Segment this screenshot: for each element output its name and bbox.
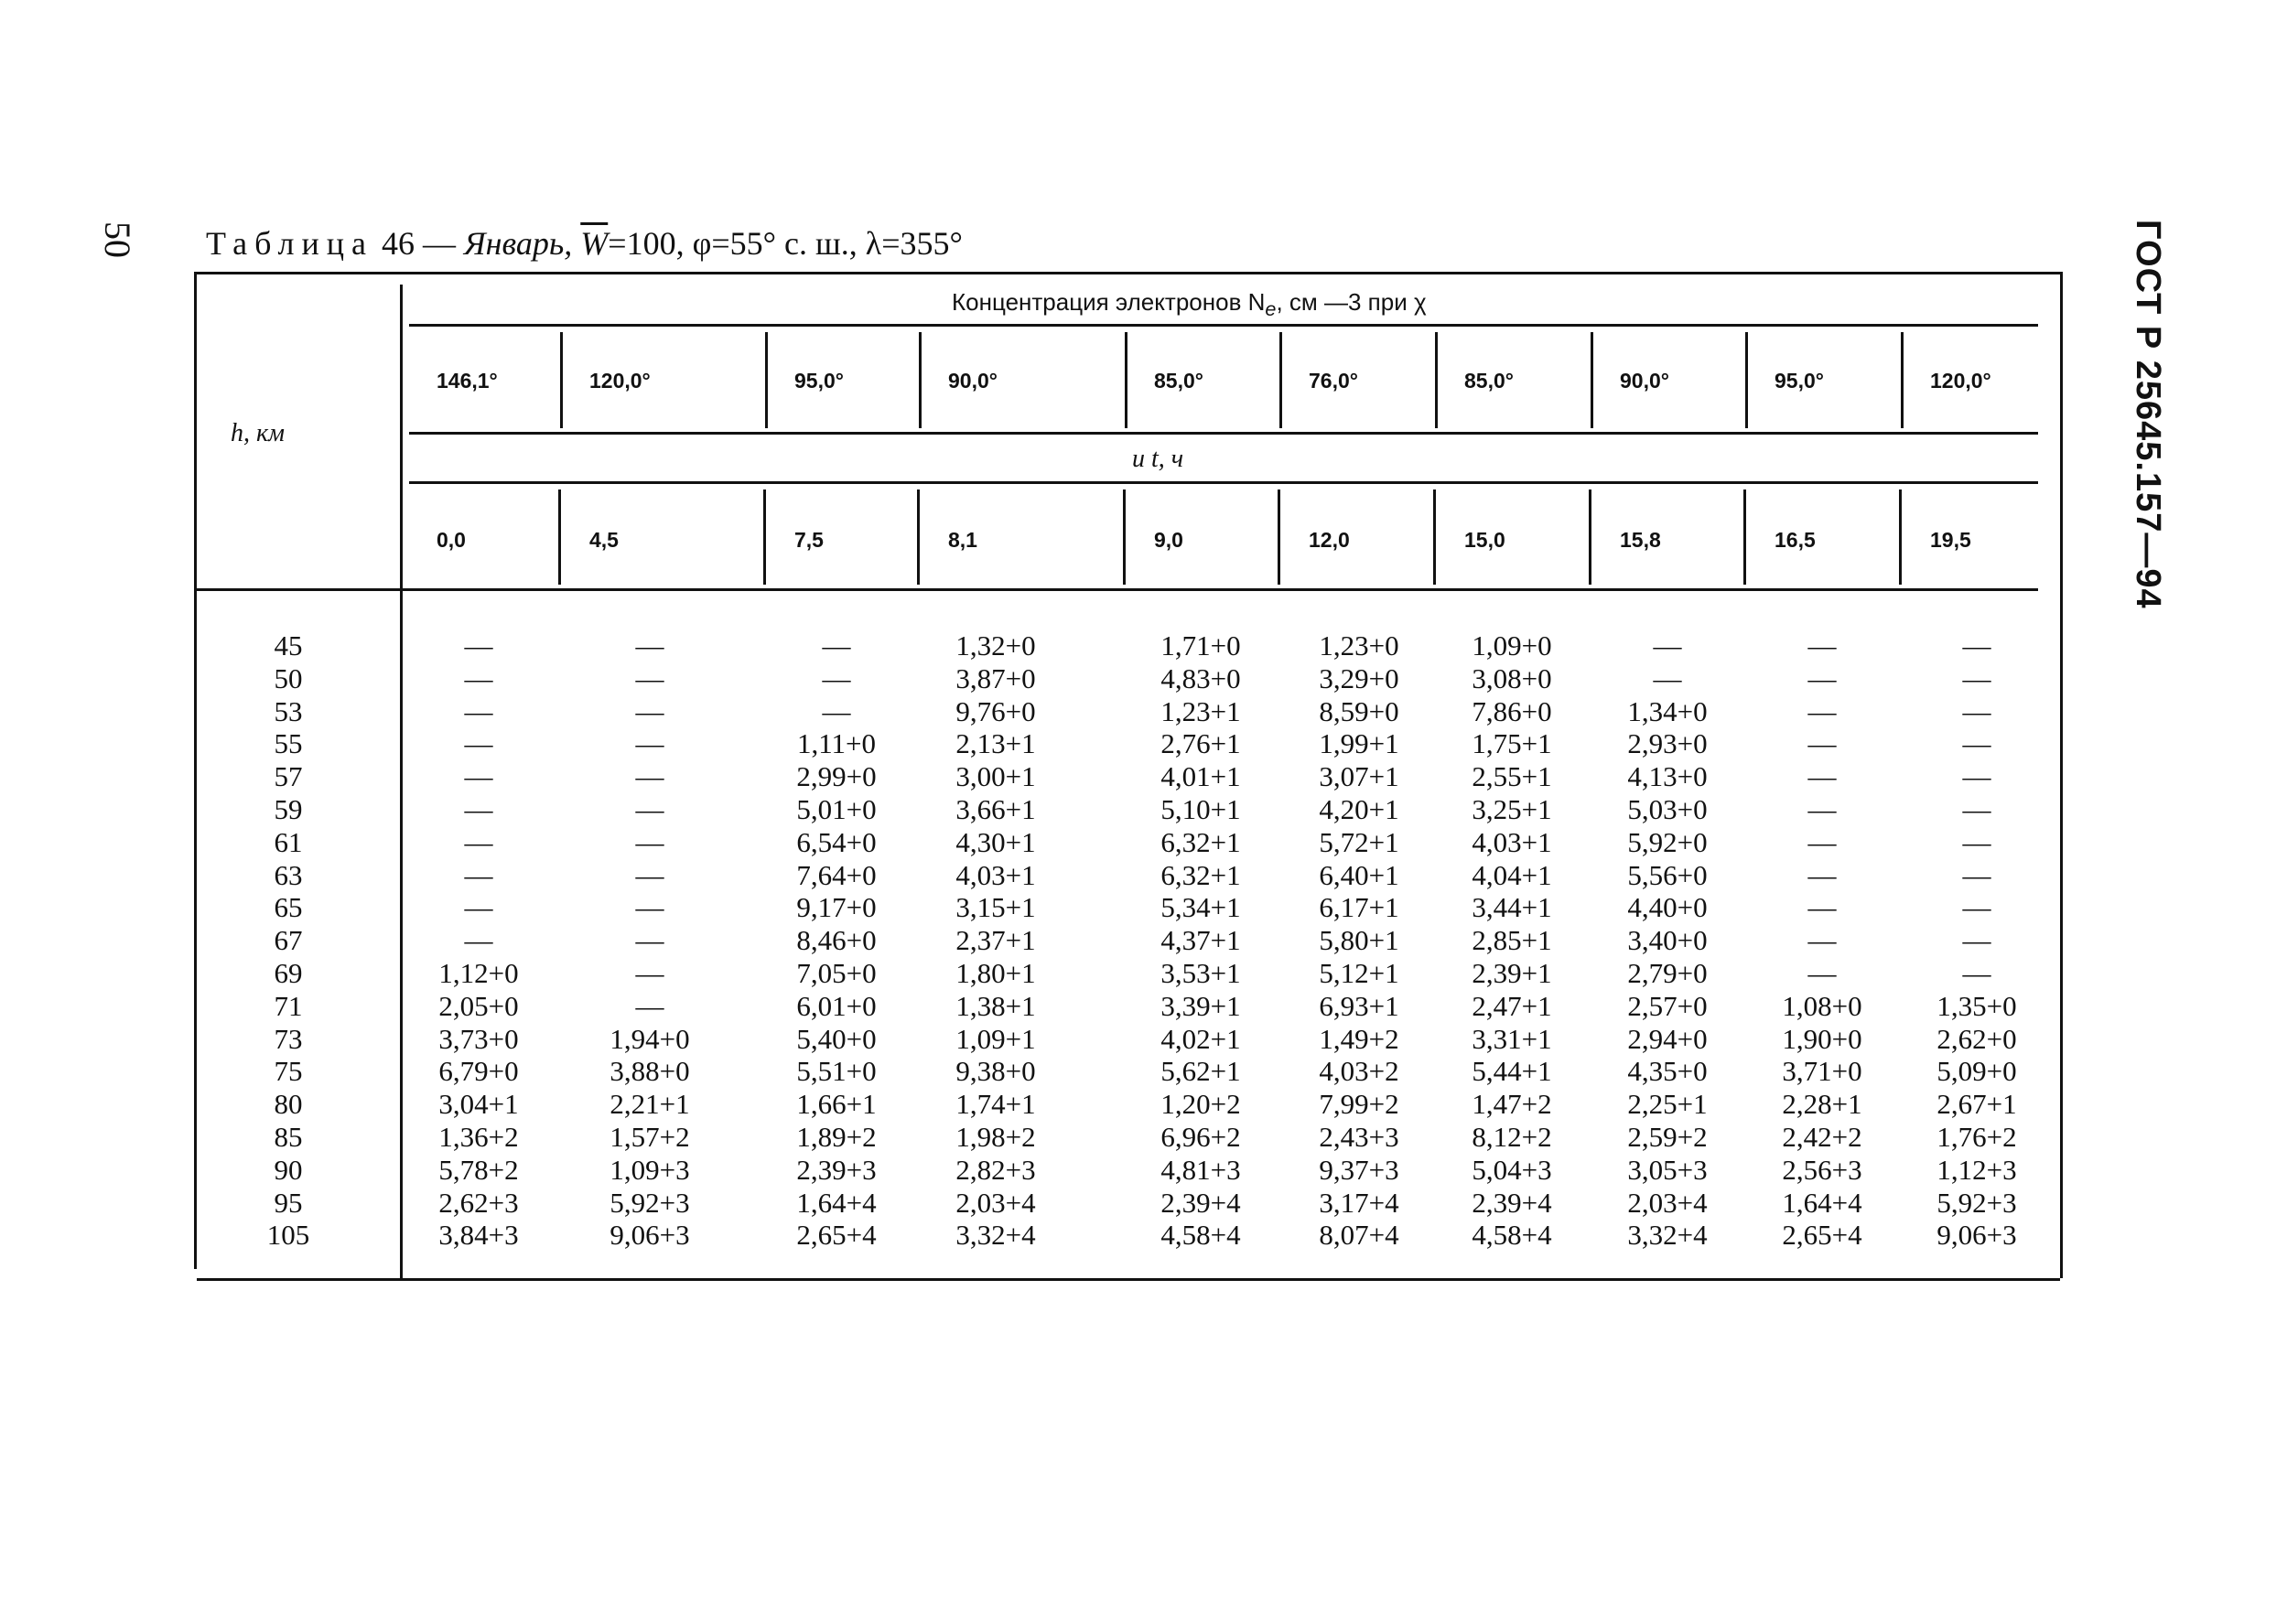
concentration-cell: — — [464, 694, 493, 727]
h-column-label: h, км — [231, 419, 285, 447]
concentration-cell: 3,84+3 — [438, 1219, 519, 1252]
concentration-cell: 4,40+0 — [1627, 891, 1708, 924]
concentration-cell: 5,09+0 — [1936, 1055, 2017, 1088]
concentration-cell: 2,65+4 — [796, 1219, 877, 1252]
concentration-cell: 4,37+1 — [1160, 924, 1241, 957]
concentration-cell: — — [635, 924, 664, 957]
concentration-cell: 1,35+0 — [1936, 989, 2017, 1022]
concentration-cell: 8,12+2 — [1472, 1120, 1552, 1153]
chi-column-divider — [1279, 332, 1282, 428]
concentration-cell: — — [1962, 760, 1991, 793]
concentration-cell: 3,39+1 — [1160, 989, 1241, 1022]
concentration-cell: — — [1962, 727, 1991, 760]
header-divider-3 — [409, 481, 2038, 484]
concentration-cell: — — [635, 858, 664, 891]
caption-w-value: =100, — [608, 225, 685, 262]
concentration-cell: 5,01+0 — [796, 792, 877, 825]
concentration-cell: — — [635, 694, 664, 727]
concentration-cell: 1,74+1 — [955, 1088, 1036, 1121]
concentration-cell: 1,34+0 — [1627, 694, 1708, 727]
concentration-cell: 4,04+1 — [1472, 858, 1552, 891]
data-column — [1904, 629, 2050, 1252]
height-value: 53 — [274, 694, 303, 727]
concentration-cell: 1,66+1 — [796, 1088, 877, 1121]
t-row-label: и t, ч — [1132, 445, 1184, 473]
height-value: 90 — [274, 1153, 303, 1186]
concentration-cell: 9,17+0 — [796, 891, 877, 924]
concentration-cell: 5,51+0 — [796, 1055, 877, 1088]
concentration-cell: 2,55+1 — [1472, 760, 1552, 793]
table-right-border — [2060, 272, 2063, 1278]
concentration-cell: — — [1962, 858, 1991, 891]
concentration-cell: 9,06+3 — [610, 1219, 690, 1252]
page-number: 50 — [97, 221, 138, 258]
t-column-divider — [1278, 489, 1280, 585]
concentration-cell: 3,53+1 — [1160, 956, 1241, 989]
concentration-cell: 8,46+0 — [796, 924, 877, 957]
concentration-cell: 6,40+1 — [1319, 858, 1399, 891]
chi-value-cell: 95,0° — [794, 369, 844, 393]
concentration-cell: 2,39+1 — [1472, 956, 1552, 989]
concentration-cell: — — [635, 891, 664, 924]
t-column-divider — [917, 489, 920, 585]
concentration-cell: 2,13+1 — [955, 727, 1036, 760]
concentration-cell: 2,03+4 — [955, 1186, 1036, 1219]
concentration-cell: — — [464, 924, 493, 957]
chi-column-divider — [1591, 332, 1593, 428]
concentration-cell: 1,38+1 — [955, 989, 1036, 1022]
concentration-cell: 3,17+4 — [1319, 1186, 1399, 1219]
height-value: 80 — [274, 1088, 303, 1121]
height-value: 67 — [274, 924, 303, 957]
concentration-cell: — — [1807, 891, 1837, 924]
concentration-cell: 3,31+1 — [1472, 1022, 1552, 1055]
concentration-cell: 4,83+0 — [1160, 661, 1241, 694]
concentration-cell: 2,59+2 — [1627, 1120, 1708, 1153]
concentration-cell: 5,92+3 — [610, 1186, 690, 1219]
concentration-cell: — — [1807, 629, 1837, 661]
concentration-cell: 3,71+0 — [1782, 1055, 1862, 1088]
concentration-cell: 5,72+1 — [1319, 825, 1399, 858]
concentration-cell: — — [464, 629, 493, 661]
concentration-cell: 6,54+0 — [796, 825, 877, 858]
concentration-cell: 1,80+1 — [955, 956, 1036, 989]
concentration-cell: 2,62+3 — [438, 1186, 519, 1219]
concentration-cell: 5,62+1 — [1160, 1055, 1241, 1088]
height-value: 73 — [274, 1022, 303, 1055]
concentration-cell: 3,32+4 — [955, 1219, 1036, 1252]
concentration-cell: 7,99+2 — [1319, 1088, 1399, 1121]
concentration-cell: — — [1807, 858, 1837, 891]
height-value: 71 — [274, 989, 303, 1022]
concentration-cell: 1,75+1 — [1472, 727, 1552, 760]
chi-value-cell: 120,0° — [589, 369, 651, 393]
header-divider-1 — [409, 324, 2038, 327]
concentration-cell: 1,09+1 — [955, 1022, 1036, 1055]
chi-column-divider — [1745, 332, 1748, 428]
concentration-text: Концентрация электронов N — [952, 288, 1266, 316]
chi-value-cell: 90,0° — [948, 369, 998, 393]
chi-value-cell: 90,0° — [1620, 369, 1669, 393]
concentration-cell: 1,90+0 — [1782, 1022, 1862, 1055]
t-value-cell: 7,5 — [794, 528, 824, 552]
concentration-cell: 4,58+4 — [1472, 1219, 1552, 1252]
chi-value-cell: 76,0° — [1309, 369, 1358, 393]
concentration-cell: 2,39+4 — [1472, 1186, 1552, 1219]
chi-value-cell: 85,0° — [1154, 369, 1203, 393]
height-value: 50 — [274, 661, 303, 694]
concentration-cell: — — [464, 792, 493, 825]
concentration-cell: 3,00+1 — [955, 760, 1036, 793]
t-column-divider — [763, 489, 766, 585]
concentration-cell: — — [1807, 694, 1837, 727]
concentration-cell: 2,21+1 — [610, 1088, 690, 1121]
header-divider-4 — [197, 588, 2038, 591]
concentration-cell: — — [635, 629, 664, 661]
t-column-divider — [558, 489, 561, 585]
concentration-cell: 5,03+0 — [1627, 792, 1708, 825]
concentration-cell: — — [1807, 661, 1837, 694]
concentration-cell: 2,62+0 — [1936, 1022, 2017, 1055]
concentration-cell: 9,38+0 — [955, 1055, 1036, 1088]
concentration-cell: 6,32+1 — [1160, 825, 1241, 858]
data-column — [1127, 629, 1274, 1252]
caption-number: 46 — [381, 225, 415, 262]
concentration-cell: 6,01+0 — [796, 989, 877, 1022]
t-value-cell: 4,5 — [589, 528, 619, 552]
concentration-cell: 2,94+0 — [1627, 1022, 1708, 1055]
concentration-cell: 1,47+2 — [1472, 1088, 1552, 1121]
concentration-cell: 8,59+0 — [1319, 694, 1399, 727]
data-column — [1594, 629, 1741, 1252]
concentration-cell: 2,05+0 — [438, 989, 519, 1022]
concentration-cell: 2,82+3 — [955, 1153, 1036, 1186]
data-column — [1749, 629, 1895, 1252]
concentration-cell: 2,39+3 — [796, 1153, 877, 1186]
concentration-cell: — — [464, 858, 493, 891]
concentration-cell: — — [635, 825, 664, 858]
t-value-cell: 16,5 — [1775, 528, 1816, 552]
chi-value-cell: 120,0° — [1930, 369, 1991, 393]
concentration-cell: — — [1962, 694, 1991, 727]
concentration-cell: 9,06+3 — [1936, 1219, 2017, 1252]
t-column-divider — [1589, 489, 1591, 585]
t-value-cell: 15,0 — [1464, 528, 1505, 552]
concentration-cell: 2,93+0 — [1627, 727, 1708, 760]
chi-column-divider — [1435, 332, 1438, 428]
chi-column-divider — [1901, 332, 1904, 428]
concentration-cell: 2,47+1 — [1472, 989, 1552, 1022]
height-value: 95 — [274, 1186, 303, 1219]
concentration-cell: 5,12+1 — [1319, 956, 1399, 989]
concentration-cell: — — [1807, 956, 1837, 989]
concentration-cell: — — [1653, 661, 1682, 694]
data-column — [405, 629, 552, 1252]
concentration-cell: 7,64+0 — [796, 858, 877, 891]
concentration-cell: 4,03+1 — [1472, 825, 1552, 858]
concentration-cell: 3,87+0 — [955, 661, 1036, 694]
concentration-cell: 5,40+0 — [796, 1022, 877, 1055]
data-column — [922, 629, 1069, 1252]
concentration-cell: 5,92+3 — [1936, 1186, 2017, 1219]
concentration-cell: 1,36+2 — [438, 1120, 519, 1153]
chi-column-divider — [765, 332, 768, 428]
concentration-cell: 5,04+3 — [1472, 1153, 1552, 1186]
concentration-cell: 2,67+1 — [1936, 1088, 2017, 1121]
concentration-cell: 5,10+1 — [1160, 792, 1241, 825]
chi-value-cell: 85,0° — [1464, 369, 1514, 393]
height-value: 61 — [274, 825, 303, 858]
concentration-cell: — — [464, 661, 493, 694]
caption-phi: φ=55° с. ш., — [692, 225, 858, 262]
concentration-cell: 2,79+0 — [1627, 956, 1708, 989]
concentration-cell: — — [635, 792, 664, 825]
concentration-cell: — — [1962, 825, 1991, 858]
concentration-cell: 2,65+4 — [1782, 1219, 1862, 1252]
concentration-cell: 2,57+0 — [1627, 989, 1708, 1022]
h-column-divider — [400, 285, 403, 1278]
concentration-cell: — — [1653, 629, 1682, 661]
concentration-cell: 2,25+1 — [1627, 1088, 1708, 1121]
concentration-cell: — — [822, 694, 851, 727]
concentration-cell: 3,07+1 — [1319, 760, 1399, 793]
height-value: 55 — [274, 727, 303, 760]
t-column-divider — [1123, 489, 1126, 585]
concentration-cell: 5,34+1 — [1160, 891, 1241, 924]
data-column — [577, 629, 723, 1252]
concentration-cell: 2,37+1 — [955, 924, 1036, 957]
chi-column-divider — [919, 332, 922, 428]
concentration-cell: 9,76+0 — [955, 694, 1036, 727]
chi-column-divider — [560, 332, 563, 428]
concentration-cell: 1,49+2 — [1319, 1022, 1399, 1055]
concentration-cell: 5,92+0 — [1627, 825, 1708, 858]
concentration-label — [952, 288, 1427, 321]
t-value-cell: 19,5 — [1930, 528, 1971, 552]
data-column — [763, 629, 910, 1252]
concentration-cell: — — [1962, 792, 1991, 825]
concentration-cell: 1,76+2 — [1936, 1120, 2017, 1153]
concentration-cell: 6,17+1 — [1319, 891, 1399, 924]
height-column — [210, 629, 366, 1252]
concentration-cell: 3,66+1 — [955, 792, 1036, 825]
concentration-cell: 1,11+0 — [796, 727, 877, 760]
concentration-cell: 3,73+0 — [438, 1022, 519, 1055]
concentration-cell: 5,56+0 — [1627, 858, 1708, 891]
concentration-cell: 3,05+3 — [1627, 1153, 1708, 1186]
concentration-cell: — — [822, 661, 851, 694]
concentration-cell: 2,42+2 — [1782, 1120, 1862, 1153]
concentration-cell: 5,78+2 — [438, 1153, 519, 1186]
concentration-cell: 1,71+0 — [1160, 629, 1241, 661]
concentration-cell: — — [635, 989, 664, 1022]
concentration-cell: — — [1807, 924, 1837, 957]
table-top-border — [194, 272, 2063, 274]
concentration-cell: 2,39+4 — [1160, 1186, 1241, 1219]
concentration-cell: 4,13+0 — [1627, 760, 1708, 793]
concentration-cell: — — [635, 760, 664, 793]
concentration-cell: — — [635, 661, 664, 694]
concentration-cell: — — [464, 891, 493, 924]
concentration-cell: 8,07+4 — [1319, 1219, 1399, 1252]
concentration-cell: — — [464, 825, 493, 858]
concentration-cell: 6,96+2 — [1160, 1120, 1241, 1153]
concentration-cell: — — [464, 727, 493, 760]
concentration-cell: 4,01+1 — [1160, 760, 1241, 793]
concentration-cell: 3,04+1 — [438, 1088, 519, 1121]
concentration-cell: — — [1807, 760, 1837, 793]
height-value: 59 — [274, 792, 303, 825]
t-column-divider — [1743, 489, 1746, 585]
t-column-divider — [1433, 489, 1436, 585]
data-column — [1286, 629, 1432, 1252]
height-value: 75 — [274, 1055, 303, 1088]
concentration-cell: 3,15+1 — [955, 891, 1036, 924]
concentration-cell: 6,93+1 — [1319, 989, 1399, 1022]
concentration-unit: , см —3 при χ — [1276, 288, 1427, 316]
concentration-cell: 1,32+0 — [955, 629, 1036, 661]
concentration-cell: 4,02+1 — [1160, 1022, 1241, 1055]
concentration-cell: 1,08+0 — [1782, 989, 1862, 1022]
caption-lambda: λ=355° — [865, 225, 963, 262]
header-divider-2 — [409, 432, 2038, 435]
concentration-cell: 3,88+0 — [610, 1055, 690, 1088]
concentration-cell: — — [1807, 727, 1837, 760]
concentration-cell: 1,20+2 — [1160, 1088, 1241, 1121]
concentration-cell: — — [822, 629, 851, 661]
concentration-cell: — — [1962, 924, 1991, 957]
concentration-cell: 2,43+3 — [1319, 1120, 1399, 1153]
concentration-cell: 4,03+2 — [1319, 1055, 1399, 1088]
height-value: 105 — [266, 1219, 310, 1252]
t-value-cell: 12,0 — [1309, 528, 1350, 552]
caption-w-symbol: $\overline{W}$ — [580, 225, 609, 262]
concentration-cell: 5,80+1 — [1319, 924, 1399, 957]
caption-month: Январь, — [463, 225, 573, 262]
t-value-cell: 9,0 — [1154, 528, 1183, 552]
height-value: 85 — [274, 1120, 303, 1153]
t-column-divider — [1899, 489, 1902, 585]
concentration-cell: 3,08+0 — [1472, 661, 1552, 694]
concentration-cell: — — [1962, 661, 1991, 694]
concentration-cell: — — [635, 956, 664, 989]
concentration-cell: 6,79+0 — [438, 1055, 519, 1088]
concentration-cell: 6,32+1 — [1160, 858, 1241, 891]
table-bottom-border — [197, 1278, 2060, 1281]
concentration-cell: 4,81+3 — [1160, 1153, 1241, 1186]
concentration-cell: 3,25+1 — [1472, 792, 1552, 825]
concentration-cell: 7,05+0 — [796, 956, 877, 989]
concentration-subscript: e — [1265, 297, 1277, 321]
concentration-cell: 3,29+0 — [1319, 661, 1399, 694]
concentration-cell: 1,89+2 — [796, 1120, 877, 1153]
concentration-cell: 3,32+4 — [1627, 1219, 1708, 1252]
chi-value-cell: 146,1° — [437, 369, 498, 393]
concentration-cell: 1,09+0 — [1472, 629, 1552, 661]
data-column — [1439, 629, 1585, 1252]
t-value-cell: 8,1 — [948, 528, 977, 552]
height-value: 69 — [274, 956, 303, 989]
concentration-cell: 2,85+1 — [1472, 924, 1552, 957]
t-value-cell: 15,8 — [1620, 528, 1661, 552]
concentration-cell: 1,12+0 — [438, 956, 519, 989]
height-value: 57 — [274, 760, 303, 793]
concentration-cell: 3,44+1 — [1472, 891, 1552, 924]
concentration-cell: — — [1962, 629, 1991, 661]
concentration-cell: — — [1962, 891, 1991, 924]
concentration-cell: 1,64+4 — [1782, 1186, 1862, 1219]
concentration-cell: 2,99+0 — [796, 760, 877, 793]
height-value: 65 — [274, 891, 303, 924]
concentration-cell: 4,30+1 — [955, 825, 1036, 858]
concentration-cell: 1,99+1 — [1319, 727, 1399, 760]
concentration-cell: 1,23+0 — [1319, 629, 1399, 661]
concentration-cell: 1,23+1 — [1160, 694, 1241, 727]
concentration-cell: 4,03+1 — [955, 858, 1036, 891]
concentration-cell: 2,03+4 — [1627, 1186, 1708, 1219]
concentration-cell: 2,28+1 — [1782, 1088, 1862, 1121]
document-code: ГОСТ Р 25645.157—94 — [2129, 220, 2167, 609]
concentration-cell: — — [1962, 956, 1991, 989]
concentration-cell: 4,35+0 — [1627, 1055, 1708, 1088]
caption-label: Таблица — [206, 225, 373, 262]
concentration-cell: 1,94+0 — [610, 1022, 690, 1055]
caption-dash: — — [422, 225, 456, 262]
concentration-cell: 1,09+3 — [610, 1153, 690, 1186]
chi-column-divider — [1125, 332, 1127, 428]
chi-value-cell: 95,0° — [1775, 369, 1824, 393]
concentration-cell: 1,57+2 — [610, 1120, 690, 1153]
concentration-cell: — — [464, 760, 493, 793]
height-value: 63 — [274, 858, 303, 891]
concentration-cell: — — [1807, 792, 1837, 825]
t-value-cell: 0,0 — [437, 528, 466, 552]
concentration-cell: 4,20+1 — [1319, 792, 1399, 825]
concentration-cell: — — [1807, 825, 1837, 858]
table-left-border — [194, 272, 197, 1269]
table-caption — [206, 224, 963, 263]
concentration-cell: 2,76+1 — [1160, 727, 1241, 760]
height-value: 45 — [274, 629, 303, 661]
concentration-cell: — — [635, 727, 664, 760]
concentration-cell: 2,56+3 — [1782, 1153, 1862, 1186]
concentration-cell: 1,98+2 — [955, 1120, 1036, 1153]
concentration-cell: 1,64+4 — [796, 1186, 877, 1219]
concentration-cell: 4,58+4 — [1160, 1219, 1241, 1252]
concentration-cell: 5,44+1 — [1472, 1055, 1552, 1088]
concentration-cell: 1,12+3 — [1936, 1153, 2017, 1186]
concentration-cell: 9,37+3 — [1319, 1153, 1399, 1186]
concentration-cell: 7,86+0 — [1472, 694, 1552, 727]
concentration-cell: 3,40+0 — [1627, 924, 1708, 957]
